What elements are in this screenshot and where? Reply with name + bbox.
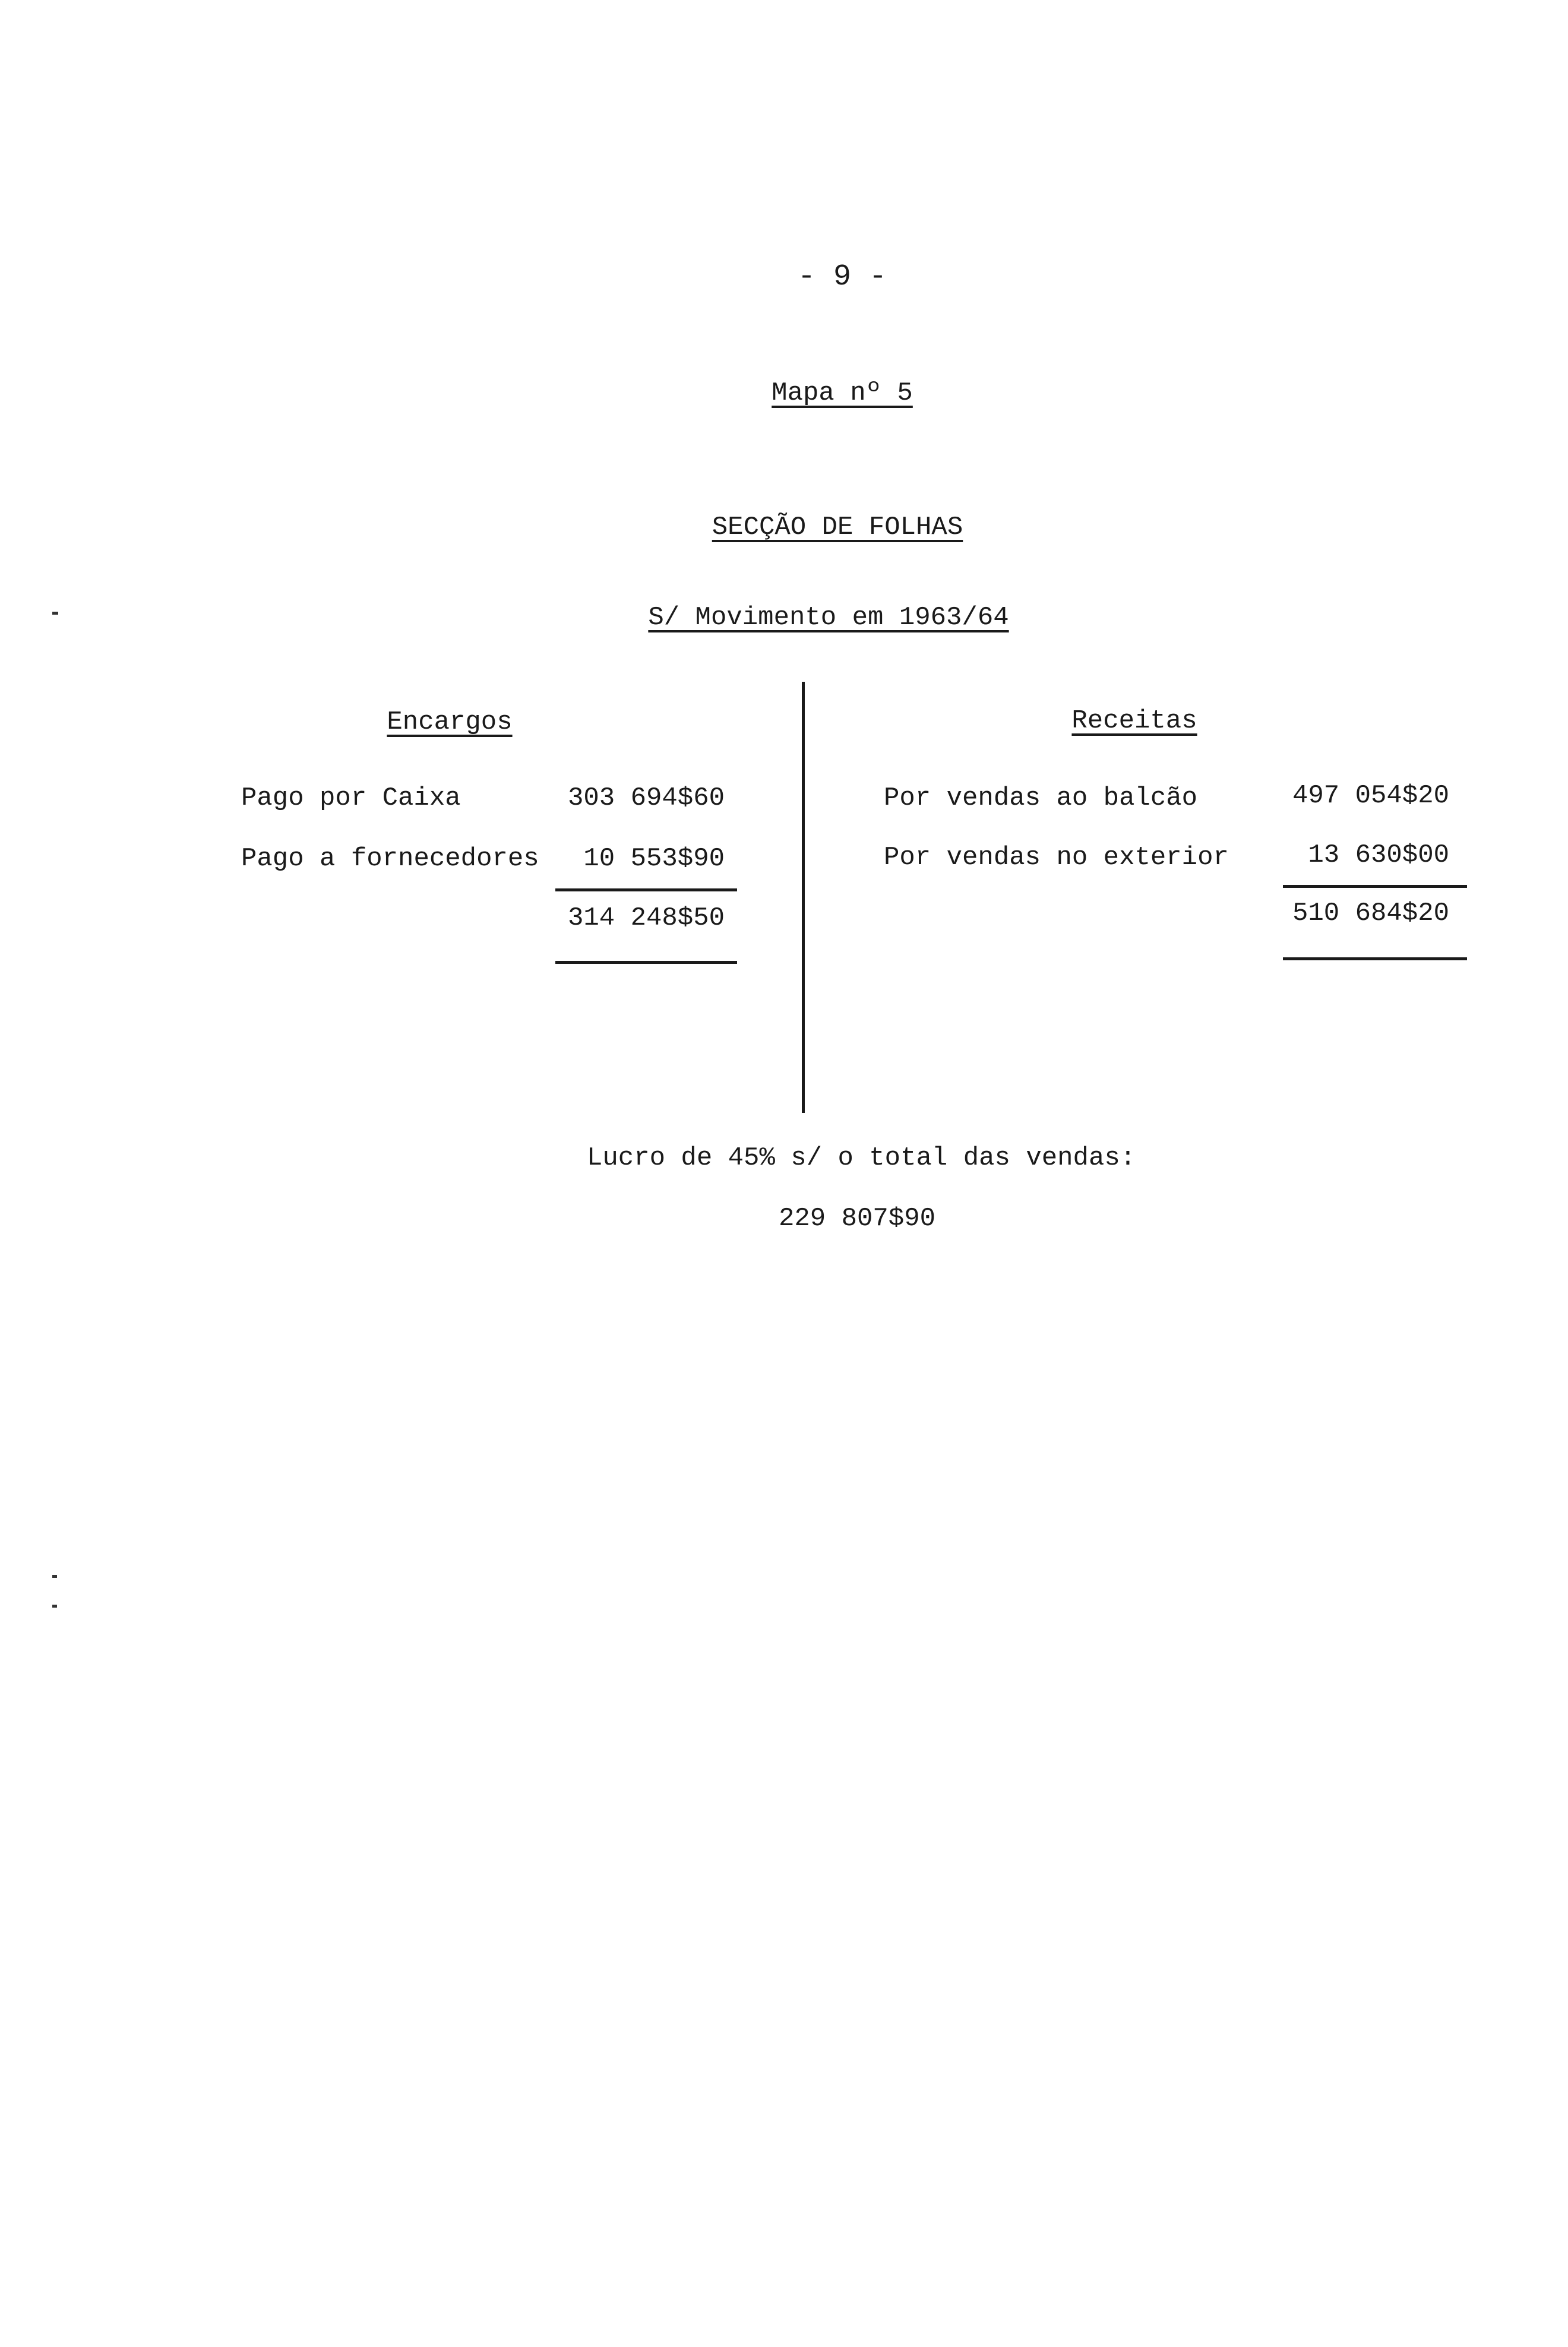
receitas-sum-rule bbox=[1283, 885, 1467, 888]
encargos-row-value: 10 553$90 bbox=[583, 844, 725, 874]
center-divider bbox=[802, 682, 805, 1113]
receitas-total: 510 684$20 bbox=[1292, 899, 1449, 928]
receitas-row-label: Por vendas ao balcão bbox=[884, 783, 1198, 813]
profit-value: 229 807$90 bbox=[778, 1204, 936, 1233]
scan-mark bbox=[52, 1605, 57, 1608]
encargos-sum-rule bbox=[555, 888, 737, 891]
encargos-total-rule bbox=[555, 961, 737, 964]
subtitle: S/ Movimento em 1963/64 bbox=[648, 603, 1009, 632]
receitas-total-rule bbox=[1283, 957, 1467, 960]
encargos-total: 314 248$50 bbox=[567, 903, 725, 933]
encargos-row-value: 303 694$60 bbox=[567, 783, 725, 813]
encargos-row-label: Pago por Caixa bbox=[241, 783, 461, 813]
scan-mark bbox=[52, 612, 58, 615]
receitas-row-value: 497 054$20 bbox=[1292, 781, 1449, 811]
page-number: - 9 - bbox=[797, 260, 887, 294]
receitas-heading: Receitas bbox=[1071, 706, 1197, 736]
scan-mark bbox=[52, 1575, 57, 1578]
section-title: SECÇÃO DE FOLHAS bbox=[712, 513, 963, 542]
receitas-row-label: Por vendas no exterior bbox=[884, 843, 1229, 872]
profit-label: Lucro de 45% s/ o total das vendas: bbox=[587, 1143, 1136, 1173]
map-title: Mapa nº 5 bbox=[772, 378, 913, 408]
receitas-row-value: 13 630$00 bbox=[1308, 840, 1449, 870]
encargos-row-label: Pago a fornecedores bbox=[241, 844, 539, 874]
encargos-heading: Encargos bbox=[387, 707, 513, 737]
